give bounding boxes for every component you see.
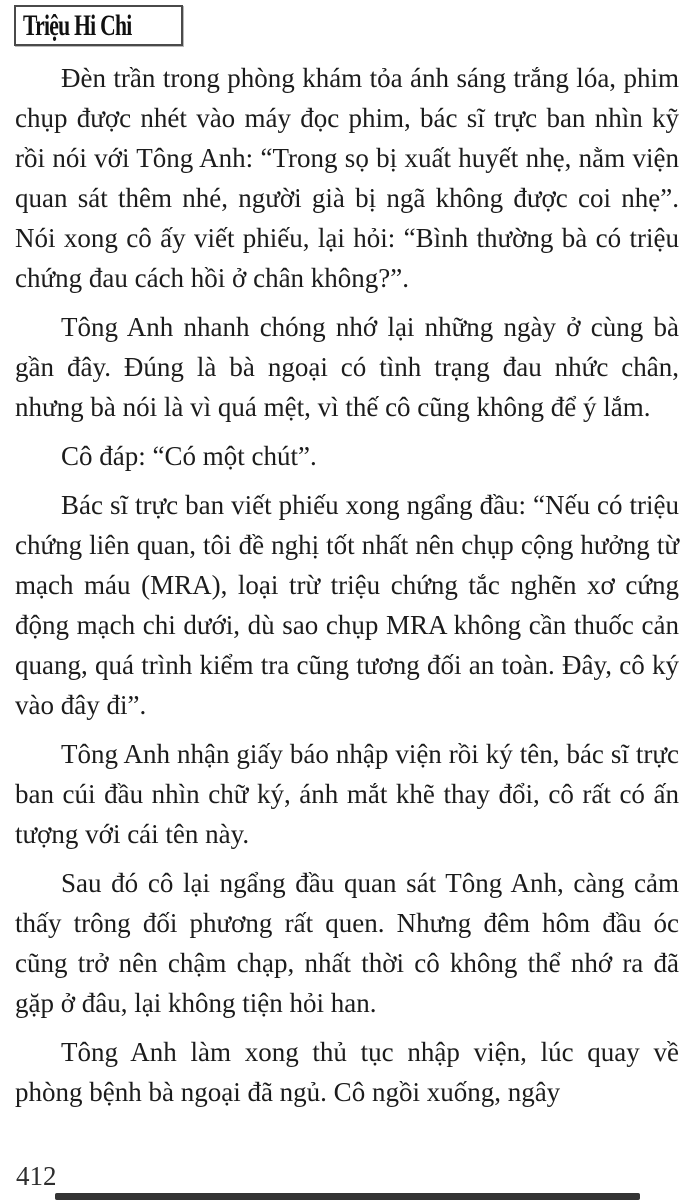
page-number: 412 <box>16 1161 57 1191</box>
page-text <box>15 58 679 1121</box>
paragraph: Tông Anh nhanh chóng nhớ lại những ngày ở cùng bà gần đây. Đúng là bà ngoại có tình trạng đau nhức chân, nhưng bà nói là vì quá mệt, vì thế cô cũng không để ý lắm. <box>15 312 679 422</box>
paragraph: Cô đáp: “Có một chút”. <box>61 441 317 471</box>
paragraph: Tông Anh làm xong thủ tục nhập viện, lúc quay về phòng bệnh bà ngoại đã ngủ. Cô ngồi xuống, ngây <box>15 1037 679 1107</box>
paragraph: Bác sĩ trực ban viết phiếu xong ngẩng đầu: “Nếu có triệu chứng liên quan, tôi đề nghị tốt nhất nên chụp cộng hưởng từ mạch máu (MRA), loại trừ triệu chứng tắc nghẽn xơ cứng động mạch chi dưới, dù sao chụp MRA không cần thuốc cản quang, quá trình kiểm tra cũng tương đối an toàn. Đây, cô ký vào đây đi”. <box>15 490 679 720</box>
publisher-logo <box>14 5 183 46</box>
publisher-logo-text: Triệu Hi Chi <box>23 8 132 42</box>
paragraph: Tông Anh nhận giấy báo nhập viện rồi ký tên, bác sĩ trực ban cúi đầu nhìn chữ ký, ánh mắt khẽ thay đổi, cô rất có ấn tượng với cái tên này. <box>15 739 679 849</box>
paragraph: Đèn trần trong phòng khám tỏa ánh sáng trắng lóa, phim chụp được nhét vào máy đọc phim, bác sĩ trực ban nhìn kỹ rồi nói với Tông Anh: “Trong sọ bị xuất huyết nhẹ, nằm viện quan sát thêm nhé, người già bị ngã không được coi nhẹ”. Nói xong cô ấy viết phiếu, lại hỏi: “Bình thường bà có triệu chứng đau cách hồi ở chân không?”. <box>15 63 679 293</box>
reading-progress-bar[interactable] <box>55 1193 640 1200</box>
paragraph: Sau đó cô lại ngẩng đầu quan sát Tông Anh, càng cảm thấy trông đối phương rất quen. Nhưng đêm hôm đầu óc cũng trở nên chậm chạp, nhất thời cô không thể nhớ ra đã gặp ở đâu, lại không tiện hỏi han. <box>15 868 679 1018</box>
